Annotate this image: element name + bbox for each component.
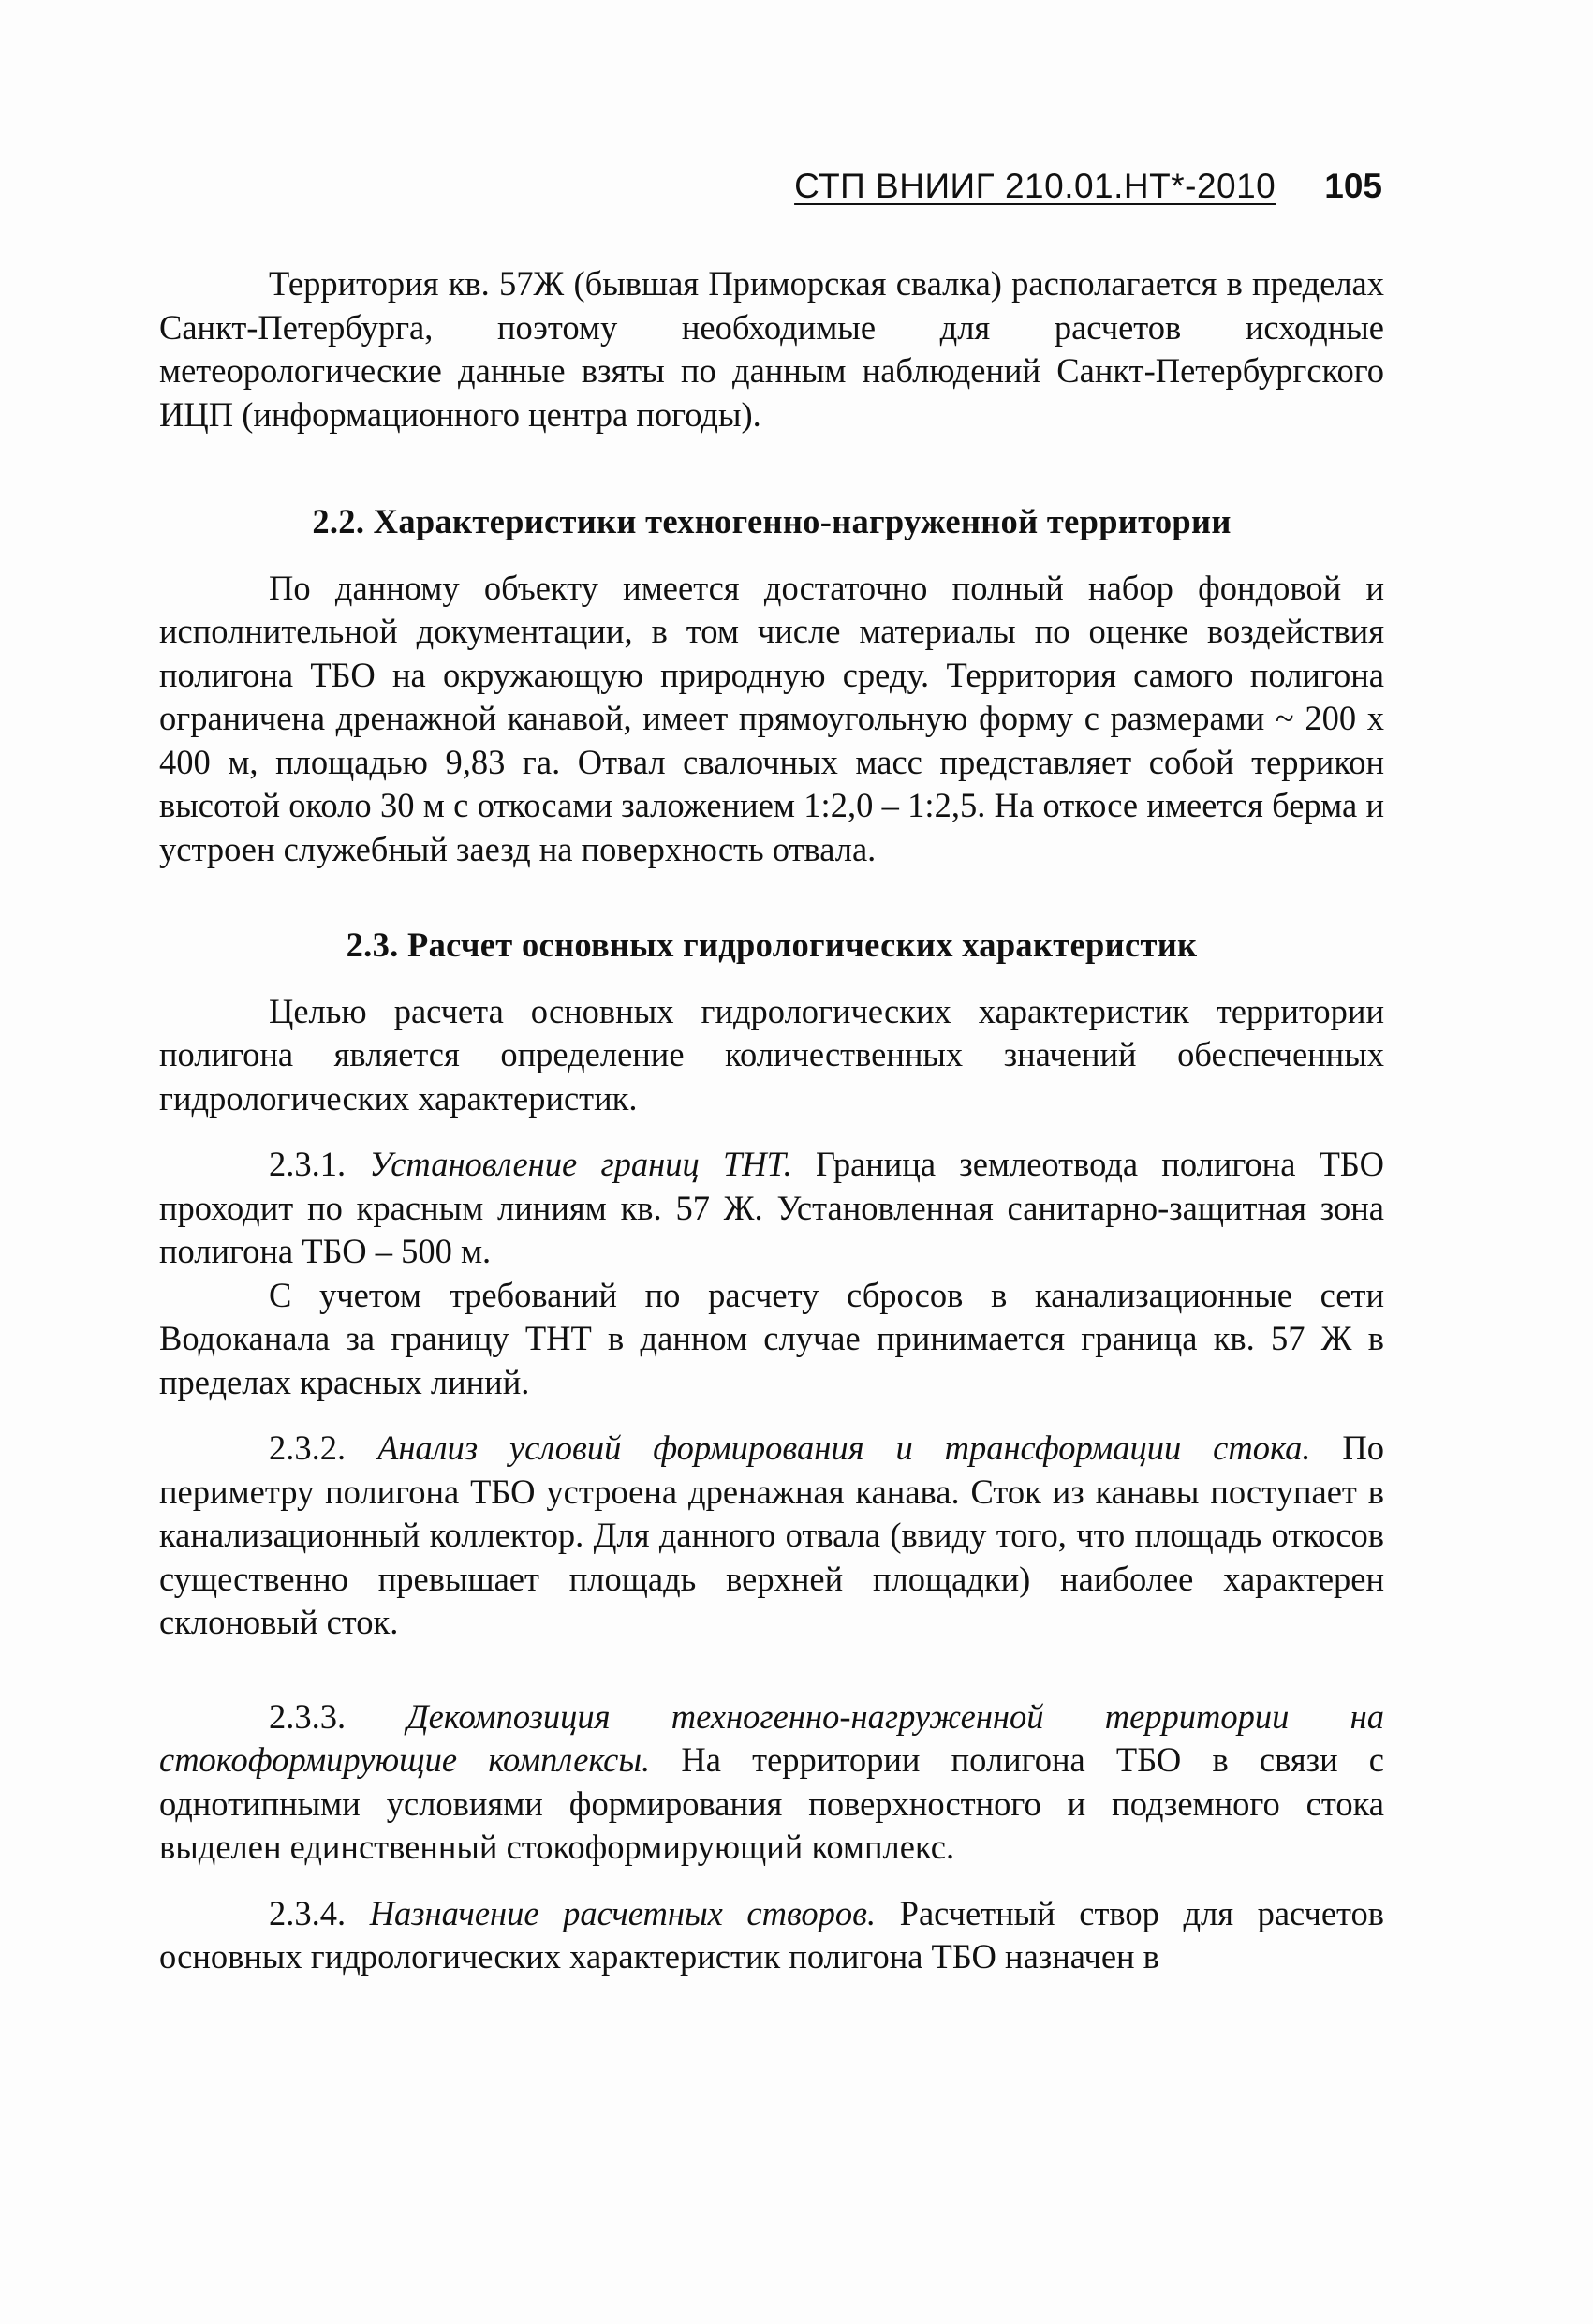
section-2-2-paragraph: По данному объекту имеется достаточно полный набор фондовой и исполнительной документации, в том числе материалы по оценке воздействия полигона ТБО на окружающую природную среду. Территория самого полигона ограничена дренажной канавой, имеет прямоугольную форму с размерами ~ 200 х 400 м, площадью 9,83 га. Отвал свалочных масс представляет собой террикон высотой около 30 м с откосами заложением 1:2,0 – 1:2,5. На откосе имеется берма и устроен служебный заезд на поверхность отвала. (159, 568, 1384, 868)
page-header (794, 167, 1382, 206)
subsection-text: На территории полигона ТБО в связи с однотипными условиями формирования поверхностного и подземного стока выделен единственный стокоформирующий комплекс. (159, 1740, 1385, 1866)
intro-paragraph: Территория кв. 57Ж (бывшая Приморская свалка) располагается в пределах Санкт-Петербурга, поэтому необходимые для расчетов исходные метеорологические данные взяты по данным наблюдений Санкт-Петербургского ИЦП (информационного центра погоды). (159, 264, 1384, 434)
document-code: СТП ВНИИГ 210.01.НТ*-2010 (794, 167, 1276, 205)
section-2-2-heading: 2.2. Характеристики техногенно-нагруженной территории (312, 502, 1232, 540)
subsection-text: По периметру полигона ТБО устроена дренажная канава. Сток из канавы поступает в канализационный коллектор. Для данного отвала (ввиду того, что площадь откосов существенно превышает площадь верхней площадки) наиболее характерен склоновый сток. (159, 1428, 1385, 1641)
subsection-text: Расчетный створ для расчетов основных гидрологических характеристик полигона ТБО назначен в (159, 1893, 1385, 1976)
subsection-text: Граница землеотвода полигона ТБО проходит по красным линиям кв. 57 Ж. Установленная санитарно-защитная зона полигона ТБО – 500 м. (159, 1145, 1384, 1270)
subsection-number: 2.3.1. (269, 1145, 347, 1183)
subsection-title: Назначение расчетных створов. (369, 1893, 877, 1932)
section-2-3-heading: 2.3. Расчет основных гидрологических характеристик (346, 925, 1198, 964)
subsection-2-3-1-continuation: С учетом требований по расчету сбросов в канализационные сети Водоканала за границу ТНТ в данном случае принимается граница кв. 57 Ж в пределах красных линий. (159, 1275, 1384, 1401)
document-body (159, 262, 1384, 1979)
subsection-number: 2.3.4. (269, 1893, 347, 1932)
subsection-number: 2.3.2. (269, 1428, 347, 1467)
subsection-2-3-4 (159, 1892, 1384, 1979)
subsection-title: Установление границ ТНТ. (369, 1145, 792, 1183)
subsection-number: 2.3.3. (269, 1696, 347, 1736)
subsection-2-3-1 (159, 1143, 1384, 1274)
section-2-3-paragraph: Целью расчета основных гидрологических характеристик территории полигона является определение количественных значений обеспеченных гидрологических характеристик. (159, 991, 1384, 1118)
page-number: 105 (1324, 167, 1382, 205)
subsection-2-3-3 (159, 1695, 1384, 1870)
subsection-title: Декомпозиция техногенно-нагруженной территории на стокоформирующие комплексы. (159, 1696, 1384, 1779)
subsection-title: Анализ условий формирования и трансформации стока. (377, 1428, 1311, 1467)
subsection-2-3-2 (159, 1427, 1384, 1645)
